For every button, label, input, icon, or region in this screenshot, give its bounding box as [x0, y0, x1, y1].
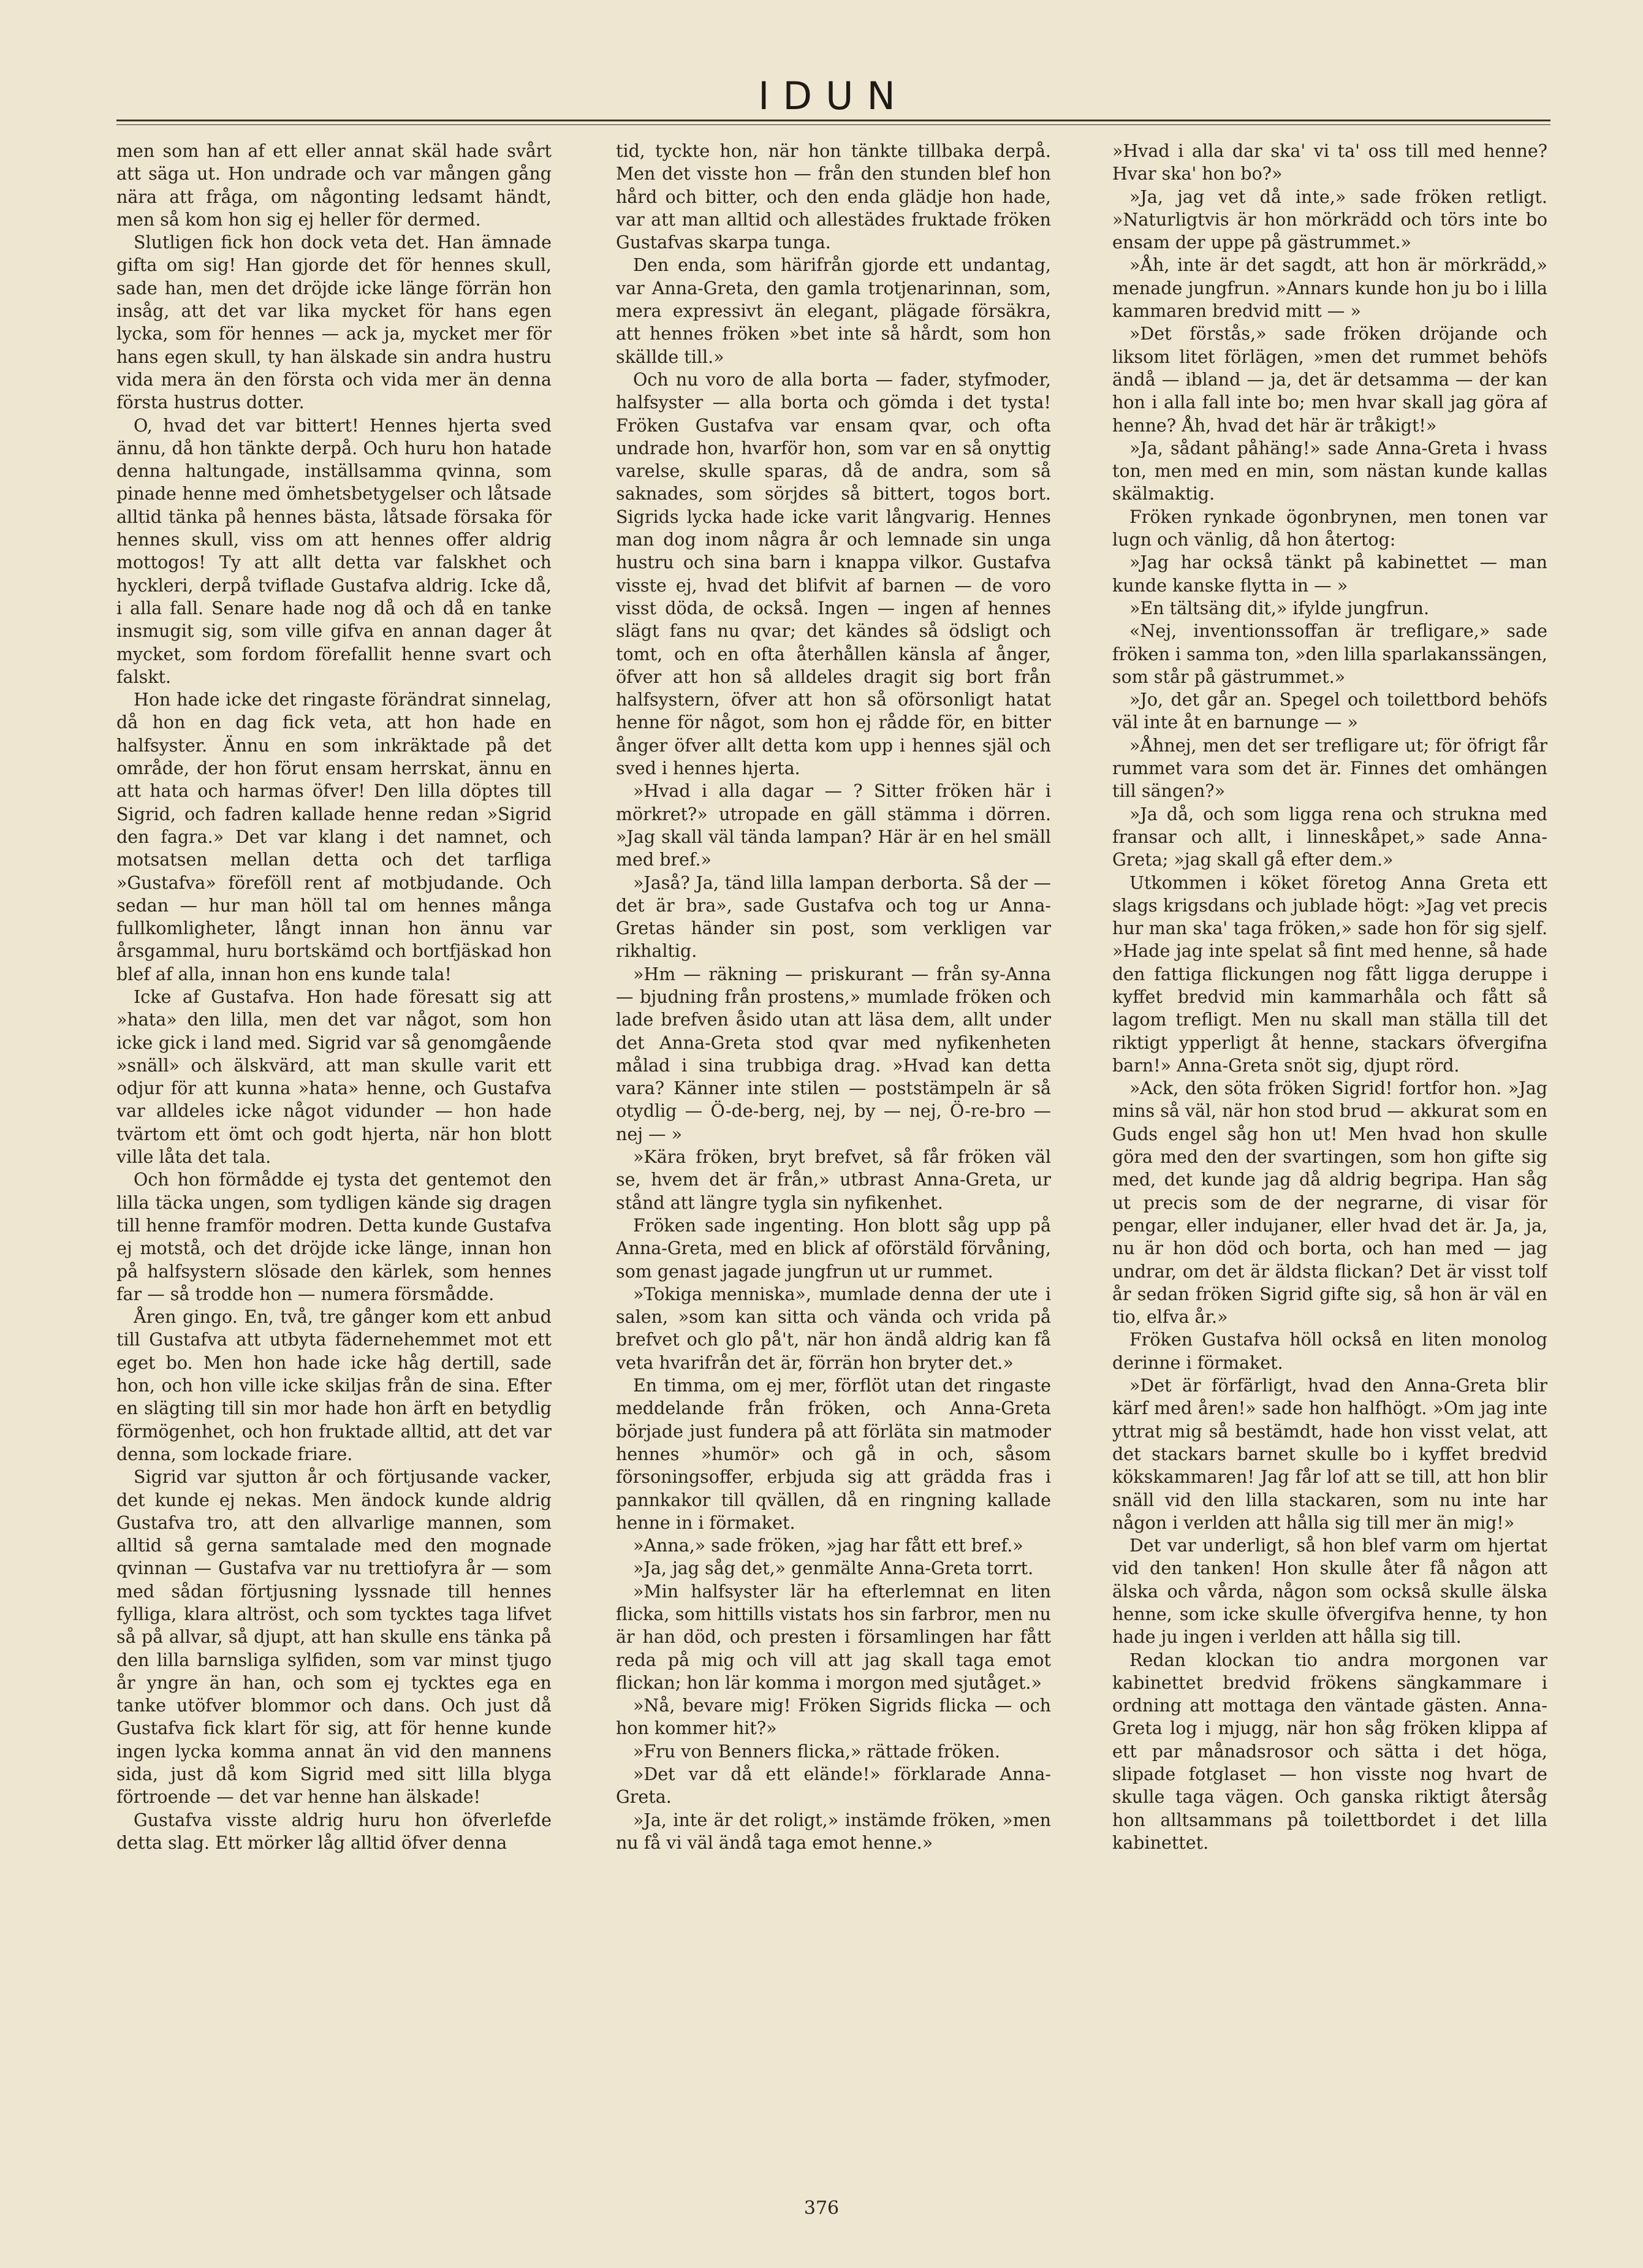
paragraph: »Ja, inte är det roligt,» instämde fröken, »men nu få vi väl ändå taga emot henne.»	[616, 1809, 1051, 1853]
text-column-3	[1112, 140, 1547, 2181]
paragraph: »Åh, inte är det sagdt, att hon är mörkrädd,» menade jungfrun. »Annars kunde hon ju bo i lilla kammaren bredvid mitt — »	[1112, 255, 1547, 322]
paragraph: »Tokiga menniska», mumlade denna der ute i salen, »som kan sitta och vända och vrida på brefvet och glo på't, när hon ändå aldrig kan få veta hvarifrån det är, förrän hon bryter det.»	[616, 1284, 1051, 1373]
paragraph: Fröken rynkade ögonbrynen, men tonen var lugn och vänlig, då hon återtog:	[1112, 506, 1547, 550]
paragraph: Och nu voro de alla borta — fader, styfmoder, halfsyster — alla borta och gömda i det tysta! Fröken Gustafva var ensam qvar, och ofta undrade hon, hvarför hon, som var en så onyttig varelse, skulle sparas, då de andra, som så saknades, som sörjdes så bittert, togos bort. Sigrids lycka hade icke varit långvarig. Hennes man dog inom några år och lemnade sin unga hustru och sina barn i knappa vilkor. Gustafva visste ej, hvad det blifvit af barnen — de voro visst döda, de också. Ingen — ingen af hennes slägt fans nu qvar; det kändes så ödsligt och tomt, och en ofta återhållen känsla af ånger, öfver att hon så alldeles dragit sig bort från halfsystern, öfver att hon så oförsonligt hatat henne för något, som hon ej rådde för, en bitter ånger öfver allt detta kom upp i hennes själ och sved i hennes hjerta.	[616, 369, 1051, 779]
paragraph: »Min halfsyster lär ha efterlemnat en liten flicka, som hittills vistats hos sin farbror, men nu är han död, och presten i församlingen har fått reda på mig och vill att jag skall taga emot flickan; hon lär komma i morgon med sjutåget.»	[616, 1581, 1051, 1693]
paragraph: »Jo, det går an. Spegel och toilettbord behöfs väl inte åt en barnunge — »	[1112, 690, 1547, 733]
header-rule	[116, 120, 1550, 121]
paragraph: »Hm — räkning — priskurant — från sy-Anna — bjudning från prostens,» mumlade fröken och lade brefven åsido utan att läsa dem, allt under det Anna-Greta stod qvar med nyfikenheten målad i sina trubbiga drag. »Hvad kan detta vara? Känner inte stilen — poststämpeln är så otydlig — Ö-de-berg, nej, by — nej, Ö-re-bro — nej — »	[616, 964, 1051, 1144]
paragraph: Fröken Gustafva höll också en liten monolog derinne i förmaket.	[1112, 1330, 1547, 1373]
paragraph: «Nej, inventionssoffan är trefligare,» sade fröken i samma ton, »den lilla sparlakanssängen, som står på gästrummet.»	[1112, 621, 1547, 687]
paragraph: Fröken sade ingenting. Hon blott såg upp på Anna-Greta, med en blick af oförstäld förvåning, som genast jagade jungfrun ut ur rummet.	[616, 1215, 1051, 1282]
page-number: 376	[803, 2198, 840, 2219]
paragraph: Och hon förmådde ej tysta det gentemot den lilla täcka ungen, som tydligen kände sig dragen till henne framför modren. Detta kunde Gustafva ej motstå, och det dröjde icke länge, innan hon på halfsystern slösade den kärlek, som hennes far — så trodde hon — numera försmådde.	[116, 1170, 552, 1304]
paragraph: »Det är förfärligt, hvad den Anna-Greta blir kärf med åren!» sade hon halfhögt. »Om jag inte yttrat mig så bestämdt, hade hon visst velat, att det stackars barnet skulle bo i kyffet bredvid kökskammaren! Jag får lof att se till, att hon blir snäll vid den lilla stackaren, som nu inte har någon i verlden att hålla sig till mer än mig!»	[1112, 1376, 1547, 1533]
paragraph: Slutligen fick hon dock veta det. Han ämnade gifta om sig! Han gjorde det för hennes skull, sade han, men det dröjde icke länge förrän hon insåg, att det var lika mycket för hans egen lycka, som för hennes — ack ja, mycket mer för hans egen skull, ty han älskade sin andra hustru vida mera än den första och vida mer än denna första hustrus dotter.	[116, 232, 552, 413]
paragraph: »Åhnej, men det ser trefligare ut; för öfrigt får rummet vara som det är. Finnes det omhängen till sängen?»	[1112, 735, 1547, 802]
paragraph: »Hvad i alla dagar — ? Sitter fröken här i mörkret?» utropade en gäll stämma i dörren. »Jag skall väl tända lampan? Här är en hel smäll med bref.»	[616, 781, 1051, 870]
paragraph: O, hvad det var bittert! Hennes hjerta sved ännu, då hon tänkte derpå. Och huru hon hatade denna haltungade, inställsamma qvinna, som pinade henne med ömhetsbetygelser och låtsade alltid tänka på hennes bästa, låtsade försaka för hennes skull, viss om att hennes offer aldrig mottogos! Ty att allt detta var falskhet och hyckleri, derpå tviflade Gustafva aldrig. Icke då, i alla fall. Senare hade nog då och då en tanke insmugit sig, som ville gifva en annan dager åt mycket, som fordom förefallit henne svart och falskt.	[116, 415, 552, 687]
paragraph: Icke af Gustafva. Hon hade föresatt sig att »hata» den lilla, men det var något, som hon icke gick i land med. Sigrid var så genomgående »snäll» och älskvärd, att man skulle varit ett odjur för att kunna »hata» henne, och Gustafva var alldeles icke något vidunder — hon hade tvärtom ett ömt och godt hjerta, när hon blott ville låta det tala.	[116, 986, 552, 1168]
paragraph: En timma, om ej mer, förflöt utan det ringaste meddelande från fröken, och Anna-Greta började just fundera på att förläta sin matmoder hennes »humör» och gå in och, såsom försoningsoffer, erbjuda sig att grädda fras i pannkakor till qvällen, då en ringning kallade henne in i förmaket.	[616, 1376, 1051, 1533]
paragraph: Redan klockan tio andra morgonen var kabinettet bredvid frökens sängkammare i ordning att mottaga den väntade gästen. Anna-Greta log i mjugg, när hon såg fröken klippa af ett par månadsrosor och sätta i det höga, slipade fotglaset — hon visste nog hvart de skulle taga vägen. Och ganska riktigt återsåg hon alltsammans på toilettbordet i det lilla kabinettet.	[1112, 1650, 1547, 1853]
paragraph: Utkommen i köket företog Anna Greta ett slags krigsdans och jublade högt: »Jag vet precis hur man ska' taga fröken,» sade hon för sig sjelf. »Hade jag inte spelat så fint med henne, så hade den fattiga flickungen nog fått ligga deruppe i kyffet bredvid min kammarhåla och fått så lagom trefligt. Men nu skall man ställa till det riktigt ypperligt åt henne, stackars öfvergifna barn!» Anna-Greta snöt sig, djupt rörd.	[1112, 872, 1547, 1076]
paragraph: »Ja, sådant påhäng!» sade Anna-Greta i hvass ton, men med en min, som nästan kunde kallas skälmaktig.	[1112, 438, 1547, 504]
paragraph: »Det var då ett elände!» förklarade Anna-Greta.	[616, 1764, 1051, 1808]
paragraph: »Ack, den söta fröken Sigrid! fortfor hon. »Jag mins så väl, när hon stod brud — akkurat som en Guds engel såg hon ut! Men hvad hon skulle göra med den der svartingen, som hon gifte sig med, det kunde jag då aldrig begripa. Han såg ut precis som de der negrarne, di visar för pengar, eller indujaner, eller hvad det är. Ja, ja, nu är hon död och borta, och han med — jag undrar, om det är äldsta flickan? Det är visst tolf år sedan fröken Sigrid gifte sig, så hon är väl en tio, elfva år.»	[1112, 1078, 1547, 1328]
masthead	[116, 69, 1550, 124]
paragraph: »Jaså? Ja, tänd lilla lampan derborta. Så der — det är bra», sade Gustafva och tog ur Anna-Gretas händer sin post, som verkligen var rikhaltig.	[616, 872, 1051, 962]
paragraph: »Kära fröken, bryt brefvet, så får fröken väl se, hvem det är från,» utbrast Anna-Greta, ur stånd att längre tygla sin nyfikenhet.	[616, 1147, 1051, 1213]
paragraph: men som han af ett eller annat skäl hade svårt att säga ut. Hon undrade och var mången gång nära att fråga, om någonting ledsamt händt, men så kom hon sig ej heller för dermed.	[116, 141, 552, 230]
paragraph: »Anna,» sade fröken, »jag har fått ett bref.»	[633, 1535, 1023, 1556]
paragraph: »Ja då, och som ligga rena och strukna med fransar och allt, i linneskåpet,» sade Anna-Greta; »jag skall gå efter dem.»	[1112, 804, 1547, 870]
paragraph: »Ja, jag såg det,» genmälte Anna-Greta torrt.	[633, 1558, 1034, 1579]
paragraph: Sigrid var sjutton år och förtjusande vacker, det kunde ej nekas. Men ändock kunde aldrig Gustafva tro, att den allvarlige mannen, som alltid så gerna samtalade med den mognade qvinnan — Gustafva var nu trettiofyra år — som med sådan förtjusning lyssnade till hennes fylliga, klara altröst, och som tycktes taga lifvet så på allvar, så djupt, att han skulle ens tänka på den lilla barnsliga sylfiden, som var minst tjugo år yngre än han, och som ej tycktes ega en tanke utöfver blommor och dans. Och just då Gustafva fick klart för sig, att för henne kunde ingen lycka komma annat än vid den mannens sida, just då kom Sigrid med sitt lilla blyga förtroende — det var henne han älskade!	[116, 1467, 552, 1808]
text-column-2	[616, 140, 1051, 2181]
paragraph: »Det förstås,» sade fröken dröjande och liksom litet förlägen, »men det rummet behöfs ändå — ibland — ja, det är detsamma — der kan hon i alla fall inte bo; men hvar skall jag göra af henne? Åh, hvad det här är tråkigt!»	[1112, 324, 1547, 436]
text-column-1	[116, 140, 552, 2181]
paragraph: Hon hade icke det ringaste förändrat sinnelag, då hon en dag fick veta, att hon hade en halfsyster. Ännu en som inkräktade på det område, der hon förut ensam herrskat, ännu en att hata och harmas öfver! Den lilla döptes till Sigrid, och fadren kallade henne redan »Sigrid den fagra.» Det var klang i det namnet, och motsatsen mellan detta och det tarfliga »Gustafva» föreföll rent af motbjudande. Och sedan — hur man höll tal om hennes många fullkomligheter, långt innan hon ännu var årsgammal, huru bortskämd och bortfjäskad hon blef af alla, innan hon ens kunde tala!	[116, 690, 552, 984]
masthead-title: IDUN	[758, 74, 909, 118]
paragraph: Gustafva visste aldrig huru hon öfverlefde detta slag. Ett mörker låg alltid öfver denna	[116, 1809, 552, 1853]
paragraph: tid, tyckte hon, när hon tänkte tillbaka derpå. Men det visste hon — från den stunden blef hon hård och bitter, och den enda glädje hon hade, var att man alltid och allestädes fruktade fröken Gustafvas skarpa tunga.	[616, 141, 1051, 253]
paragraph: Åren gingo. En, två, tre gånger kom ett anbud till Gustafva att utbyta fädernehemmet mot ett eget bo. Men hon hade icke håg dertill, sade hon, och hon ville icke skiljas från de sina. Efter en slägting till sin mor hade hon ärft en betydlig förmögenhet, och hon fruktade alltid, att det var denna, som lockade friare.	[116, 1307, 552, 1464]
paragraph: Det var underligt, så hon blef varm om hjertat vid den tanken! Hon skulle åter få någon att älska och vårda, någon som också skulle älska henne, som icke skulle öfvergifva henne, ty hon hade ju ingen i verlden att hålla sig till.	[1112, 1535, 1547, 1648]
paragraph: »Hvad i alla dar ska' vi ta' oss till med henne? Hvar ska' hon bo?»	[1112, 141, 1547, 185]
paragraph: »Ja, jag vet då inte,» sade fröken retligt. »Naturligtvis är hon mörkrädd och törs inte bo ensam der uppe på gästrummet.»	[1112, 186, 1547, 253]
paragraph: »En tältsäng dit,» ifylde jungfrun.	[1129, 598, 1430, 618]
paragraph: »Fru von Benners flicka,» rättade fröken.	[633, 1741, 1001, 1762]
header-rule-thin	[116, 124, 1550, 125]
paragraph: »Jag har också tänkt på kabinettet — man kunde kanske flytta in — »	[1112, 552, 1547, 596]
paragraph: Den enda, som härifrån gjorde ett undantag, var Anna-Greta, den gamla trotjenarinnan, som, mera expressivt än elegant, plägade försäkra, att hennes fröken »bet inte så hårdt, som hon skällde till.»	[616, 255, 1051, 367]
paragraph: »Nå, bevare mig! Fröken Sigrids flicka — och hon kommer hit?»	[616, 1695, 1051, 1739]
